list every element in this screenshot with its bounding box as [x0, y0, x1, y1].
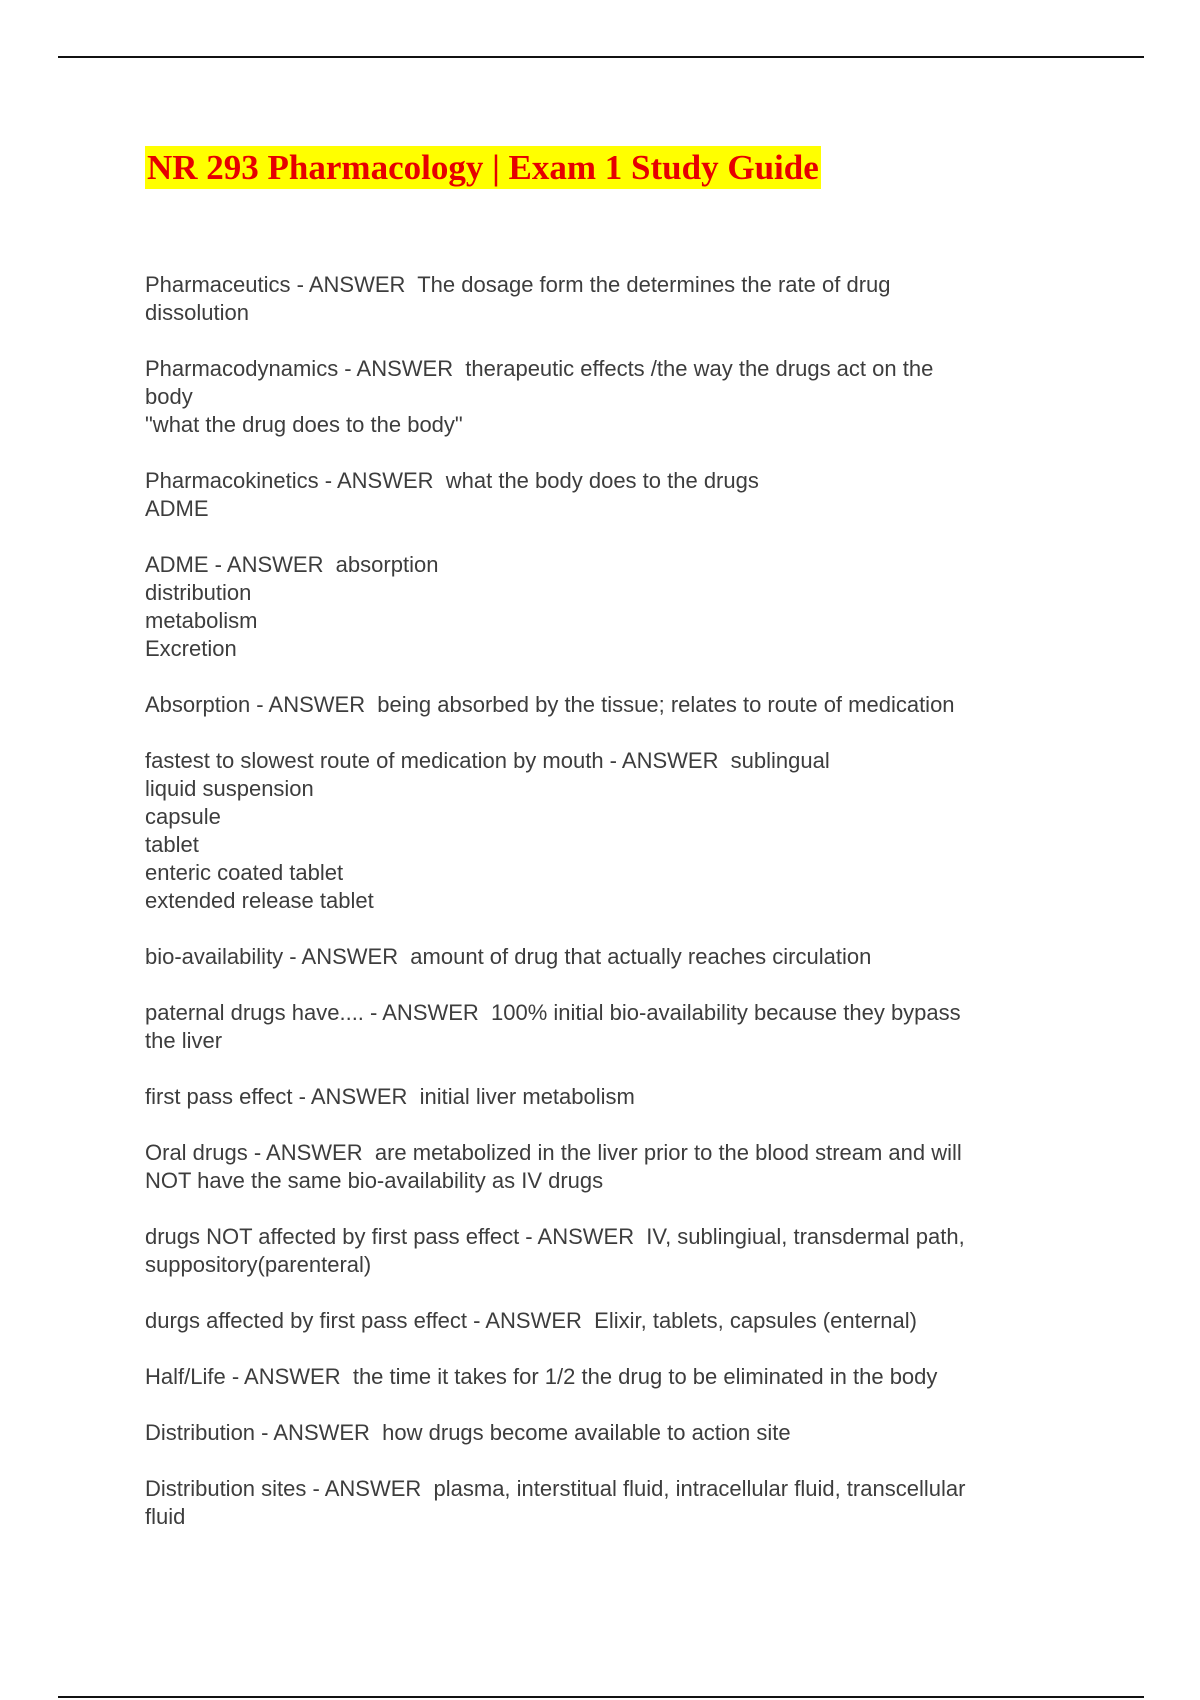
- document-title: NR 293 Pharmacology | Exam 1 Study Guide: [147, 148, 819, 187]
- entry-answer-line: ADME: [145, 496, 209, 521]
- qa-entry: [145, 1419, 1075, 1447]
- entry-answer-line: enteric coated tablet: [145, 860, 344, 885]
- entry-question-line: Distribution sites - ANSWER plasma, interstitual fluid, intracellular fluid, transcellular: [145, 1476, 966, 1501]
- qa-entry: [145, 943, 1075, 971]
- entry-question-line: Pharmaceutics - ANSWER The dosage form the determines the rate of drug: [145, 272, 891, 297]
- qa-entry: [145, 551, 1075, 663]
- entry-question-line: first pass effect - ANSWER initial liver metabolism: [145, 1084, 635, 1109]
- entry-answer-line: fluid: [145, 1504, 186, 1529]
- study-guide-entries: [145, 271, 1075, 1559]
- qa-entry: [145, 1223, 1075, 1279]
- entry-question-line: durgs affected by first pass effect - ANSWER Elixir, tablets, capsules (enternal): [145, 1308, 917, 1333]
- entry-answer-line: tablet: [145, 832, 199, 857]
- bottom-rule: [58, 1696, 1144, 1698]
- qa-entry: [145, 747, 1075, 915]
- entry-answer-line: liquid suspension: [145, 776, 314, 801]
- entry-answer-line: dissolution: [145, 300, 249, 325]
- entry-question-line: ADME - ANSWER absorption: [145, 552, 439, 577]
- entry-answer-line: extended release tablet: [145, 888, 374, 913]
- entry-answer-line: body: [145, 384, 193, 409]
- entry-answer-line: metabolism: [145, 608, 258, 633]
- title-block: [145, 146, 821, 189]
- entry-answer-line: suppository(parenteral): [145, 1252, 372, 1277]
- qa-entry: [145, 271, 1075, 327]
- qa-entry: [145, 467, 1075, 523]
- top-rule: [58, 56, 1144, 58]
- entry-question-line: drugs NOT affected by first pass effect - ANSWER IV, sublingiual, transdermal path,: [145, 1224, 965, 1249]
- qa-entry: [145, 1083, 1075, 1111]
- qa-entry: [145, 1363, 1075, 1391]
- entry-question-line: fastest to slowest route of medication by mouth - ANSWER sublingual: [145, 748, 830, 773]
- entry-question-line: Absorption - ANSWER being absorbed by the tissue; relates to route of medication: [145, 692, 955, 717]
- entry-question-line: Distribution - ANSWER how drugs become available to action site: [145, 1420, 791, 1445]
- qa-entry: [145, 1307, 1075, 1335]
- entry-answer-line: NOT have the same bio-availability as IV drugs: [145, 1168, 604, 1193]
- entry-answer-line: "what the drug does to the body": [145, 412, 463, 437]
- qa-entry: [145, 999, 1075, 1055]
- entry-question-line: paternal drugs have.... - ANSWER 100% initial bio-availability because they bypass: [145, 1000, 961, 1025]
- entry-question-line: Oral drugs - ANSWER are metabolized in the liver prior to the blood stream and will: [145, 1140, 962, 1165]
- qa-entry: [145, 691, 1075, 719]
- entry-answer-line: capsule: [145, 804, 221, 829]
- qa-entry: [145, 1475, 1075, 1531]
- entry-question-line: Half/Life - ANSWER the time it takes for 1/2 the drug to be eliminated in the body: [145, 1364, 938, 1389]
- entry-question-line: bio-availability - ANSWER amount of drug that actually reaches circulation: [145, 944, 872, 969]
- entry-answer-line: Excretion: [145, 636, 237, 661]
- entry-answer-line: distribution: [145, 580, 252, 605]
- qa-entry: [145, 1139, 1075, 1195]
- entry-answer-line: the liver: [145, 1028, 223, 1053]
- entry-question-line: Pharmacokinetics - ANSWER what the body does to the drugs: [145, 468, 759, 493]
- qa-entry: [145, 355, 1075, 439]
- entry-question-line: Pharmacodynamics - ANSWER therapeutic effects /the way the drugs act on the: [145, 356, 934, 381]
